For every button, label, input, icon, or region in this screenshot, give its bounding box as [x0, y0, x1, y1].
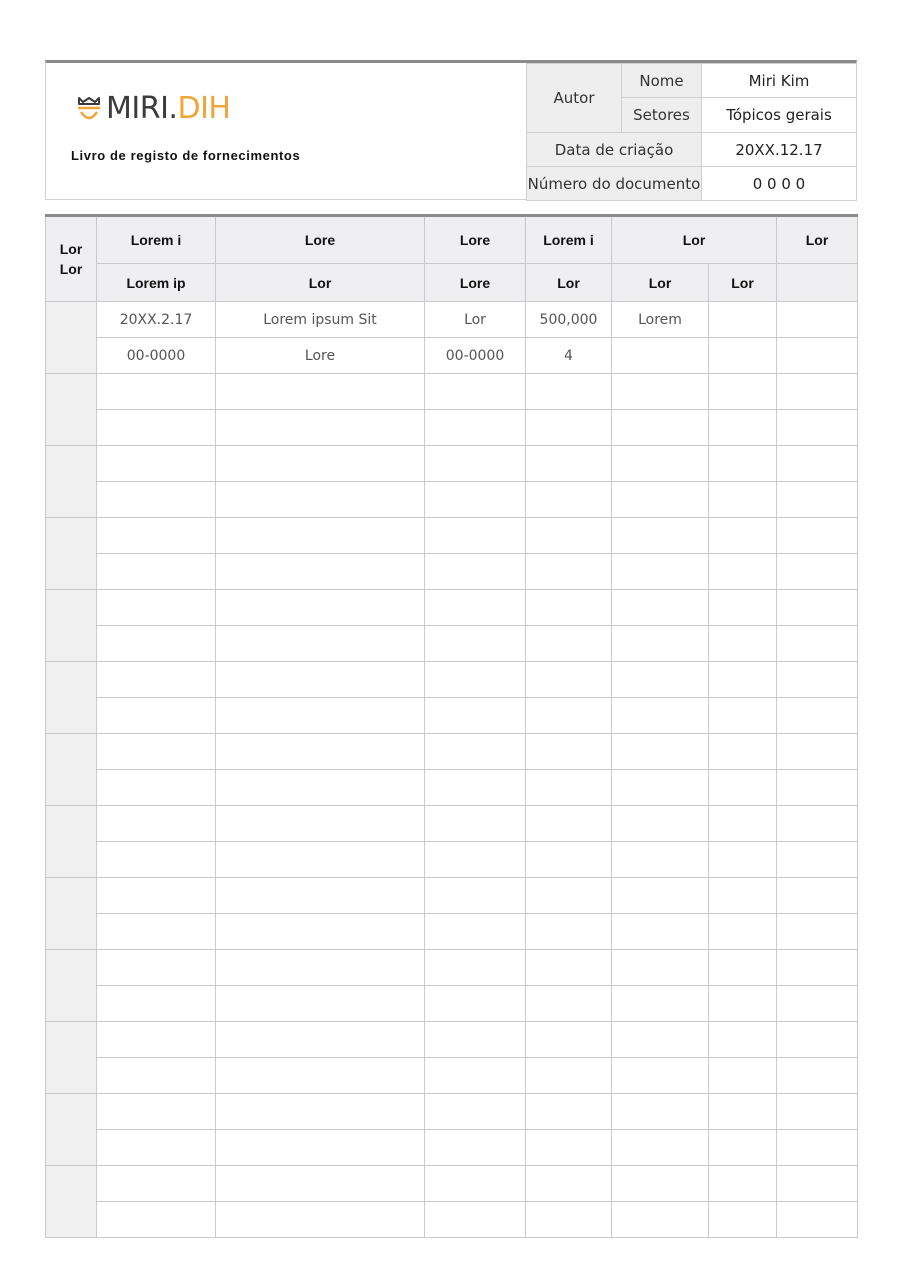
row-group-marker	[46, 734, 97, 806]
table-cell[interactable]	[97, 950, 216, 986]
table-cell[interactable]	[526, 554, 612, 590]
header-first-line2: Lor	[59, 261, 83, 277]
table-cell[interactable]	[216, 374, 425, 410]
table-cell[interactable]	[216, 1202, 425, 1238]
table-cell[interactable]	[526, 842, 612, 878]
table-cell[interactable]	[526, 662, 612, 698]
nome-value: Miri Kim	[702, 64, 857, 98]
table-cell[interactable]	[612, 518, 709, 554]
table-row	[46, 1202, 858, 1238]
table-cell[interactable]: Lor	[425, 302, 526, 338]
table-cell[interactable]	[97, 878, 216, 914]
table-cell[interactable]	[709, 878, 777, 914]
subheader-cell: Lorem ip	[97, 264, 216, 302]
table-cell[interactable]	[709, 662, 777, 698]
table-row	[46, 770, 858, 806]
document-title: Livro de registo de fornecimentos	[71, 148, 301, 163]
row-group-marker	[46, 662, 97, 734]
table-row	[46, 806, 858, 842]
table-cell[interactable]	[425, 518, 526, 554]
table-cell[interactable]	[612, 1130, 709, 1166]
table-cell[interactable]	[526, 878, 612, 914]
table-cell[interactable]	[709, 446, 777, 482]
table-cell[interactable]	[425, 842, 526, 878]
table-row	[46, 878, 858, 914]
table-cell[interactable]	[709, 554, 777, 590]
table-cell[interactable]	[216, 734, 425, 770]
table-cell[interactable]	[216, 806, 425, 842]
table-cell[interactable]	[425, 878, 526, 914]
table-cell[interactable]	[777, 770, 858, 806]
table-cell[interactable]	[777, 878, 858, 914]
table-cell[interactable]	[612, 770, 709, 806]
table-cell[interactable]	[216, 1130, 425, 1166]
setores-value: Tópicos gerais	[702, 98, 857, 133]
table-cell[interactable]: Lorem ipsum Sit	[216, 302, 425, 338]
table-cell[interactable]	[612, 950, 709, 986]
table-cell[interactable]	[425, 770, 526, 806]
table-row	[46, 410, 858, 446]
table-cell[interactable]	[425, 554, 526, 590]
table-cell[interactable]	[425, 986, 526, 1022]
table-cell[interactable]	[97, 590, 216, 626]
table-cell[interactable]	[777, 482, 858, 518]
table-cell[interactable]	[777, 1094, 858, 1130]
table-cell[interactable]	[425, 626, 526, 662]
table-cell[interactable]	[526, 374, 612, 410]
table-cell[interactable]	[97, 1130, 216, 1166]
table-cell[interactable]	[526, 1022, 612, 1058]
table-cell[interactable]	[777, 302, 858, 338]
table-cell[interactable]	[97, 1094, 216, 1130]
table-cell[interactable]: 00-0000	[97, 338, 216, 374]
table-cell[interactable]	[97, 410, 216, 446]
table-cell[interactable]	[526, 590, 612, 626]
table-row	[46, 590, 858, 626]
table-cell[interactable]	[97, 518, 216, 554]
table-cell[interactable]	[425, 1130, 526, 1166]
subheader-cell	[777, 264, 858, 302]
table-cell[interactable]	[97, 1022, 216, 1058]
table-cell[interactable]	[216, 914, 425, 950]
table-cell[interactable]	[526, 1202, 612, 1238]
table-cell[interactable]	[97, 734, 216, 770]
table-cell[interactable]	[526, 914, 612, 950]
table-cell[interactable]	[97, 914, 216, 950]
table-cell[interactable]	[709, 950, 777, 986]
table-cell[interactable]	[709, 842, 777, 878]
table-cell[interactable]	[612, 1094, 709, 1130]
table-cell[interactable]	[777, 1058, 858, 1094]
table-cell[interactable]	[526, 1166, 612, 1202]
table-cell[interactable]	[216, 698, 425, 734]
table-cell[interactable]	[612, 410, 709, 446]
row-group-marker	[46, 518, 97, 590]
table-cell[interactable]	[97, 626, 216, 662]
table-cell[interactable]	[526, 518, 612, 554]
table-cell[interactable]	[612, 554, 709, 590]
table-cell[interactable]	[97, 446, 216, 482]
subheader-cell: Lor	[526, 264, 612, 302]
table-cell[interactable]	[612, 914, 709, 950]
table-cell[interactable]	[526, 1094, 612, 1130]
table-cell[interactable]	[526, 482, 612, 518]
data-criacao-value: 20XX.12.17	[702, 133, 857, 167]
table-cell[interactable]	[612, 842, 709, 878]
row-group-marker	[46, 950, 97, 1022]
table-cell[interactable]	[709, 1022, 777, 1058]
table-cell[interactable]	[216, 842, 425, 878]
table-row	[46, 698, 858, 734]
table-cell[interactable]	[216, 986, 425, 1022]
table-cell[interactable]	[709, 302, 777, 338]
table-cell[interactable]	[425, 1166, 526, 1202]
table-cell[interactable]	[612, 806, 709, 842]
table-cell[interactable]	[612, 482, 709, 518]
table-cell[interactable]	[216, 1058, 425, 1094]
table-row	[46, 518, 858, 554]
table-cell[interactable]: Lore	[216, 338, 425, 374]
table-cell[interactable]	[425, 446, 526, 482]
table-cell[interactable]	[709, 770, 777, 806]
table-cell[interactable]	[612, 878, 709, 914]
header-cell: Lor	[612, 216, 777, 264]
table-cell[interactable]	[526, 950, 612, 986]
table-cell[interactable]: 20XX.2.17	[97, 302, 216, 338]
table-cell[interactable]	[612, 1058, 709, 1094]
numero-documento-label: Número do documento	[527, 167, 702, 201]
table-cell[interactable]	[425, 374, 526, 410]
logo-text	[106, 91, 230, 127]
table-cell[interactable]	[216, 950, 425, 986]
table-cell[interactable]	[425, 482, 526, 518]
table-cell[interactable]	[216, 1094, 425, 1130]
table-cell[interactable]	[777, 986, 858, 1022]
table-row	[46, 1058, 858, 1094]
table-cell[interactable]	[526, 1130, 612, 1166]
table-row	[46, 446, 858, 482]
table-cell[interactable]	[425, 1094, 526, 1130]
table-cell[interactable]	[777, 842, 858, 878]
table-cell[interactable]	[709, 1058, 777, 1094]
header-cell: Lorem i	[526, 216, 612, 264]
table-row	[46, 1022, 858, 1058]
table-row	[46, 1130, 858, 1166]
table-cell[interactable]	[709, 734, 777, 770]
table-cell[interactable]	[612, 698, 709, 734]
table-row	[46, 482, 858, 518]
table-cell[interactable]	[612, 338, 709, 374]
table-cell[interactable]	[777, 1130, 858, 1166]
table-cell[interactable]	[425, 662, 526, 698]
table-cell[interactable]	[612, 446, 709, 482]
table-cell[interactable]	[97, 374, 216, 410]
table-cell[interactable]	[777, 554, 858, 590]
table-cell[interactable]	[216, 1166, 425, 1202]
table-cell[interactable]	[97, 482, 216, 518]
header-first-column	[46, 216, 97, 302]
table-cell[interactable]	[97, 1058, 216, 1094]
table-cell[interactable]: 00-0000	[425, 338, 526, 374]
table-cell[interactable]	[97, 554, 216, 590]
table-cell[interactable]	[612, 662, 709, 698]
table-cell[interactable]	[612, 590, 709, 626]
table-cell[interactable]	[612, 1166, 709, 1202]
logo-text-orange: DIH	[177, 91, 231, 126]
table-cell[interactable]	[709, 338, 777, 374]
table-row	[46, 338, 858, 374]
document-header	[45, 60, 857, 200]
supply-log-table	[45, 214, 858, 1238]
table-cell[interactable]	[526, 446, 612, 482]
table-cell[interactable]	[709, 986, 777, 1022]
logo	[76, 91, 230, 127]
table-cell[interactable]	[612, 986, 709, 1022]
table-cell[interactable]	[216, 518, 425, 554]
header-cell: Lor	[777, 216, 858, 264]
row-group-marker	[46, 1022, 97, 1094]
table-cell[interactable]	[526, 986, 612, 1022]
row-group-marker	[46, 806, 97, 878]
table-cell[interactable]	[216, 590, 425, 626]
table-cell[interactable]	[97, 986, 216, 1022]
table-cell[interactable]	[425, 1202, 526, 1238]
table-cell[interactable]	[216, 554, 425, 590]
row-group-marker	[46, 446, 97, 518]
subheader-cell: Lore	[425, 264, 526, 302]
table-cell[interactable]	[777, 1022, 858, 1058]
table-cell[interactable]	[526, 626, 612, 662]
numero-documento-value: 0 0 0 0	[702, 167, 857, 201]
row-group-marker	[46, 590, 97, 662]
table-cell[interactable]	[425, 698, 526, 734]
table-cell[interactable]	[709, 698, 777, 734]
table-cell[interactable]	[612, 374, 709, 410]
table-cell[interactable]: Lorem	[612, 302, 709, 338]
table-row	[46, 662, 858, 698]
table-cell[interactable]	[97, 662, 216, 698]
subheader-cell: Lor	[612, 264, 709, 302]
table-cell[interactable]	[777, 914, 858, 950]
table-cell[interactable]	[97, 842, 216, 878]
table-cell[interactable]	[709, 518, 777, 554]
table-cell[interactable]: 500,000	[526, 302, 612, 338]
header-cell: Lorem i	[97, 216, 216, 264]
table-cell[interactable]	[777, 734, 858, 770]
table-cell[interactable]	[777, 950, 858, 986]
brand-block	[46, 63, 526, 200]
table-cell[interactable]	[612, 1022, 709, 1058]
table-cell[interactable]	[709, 1166, 777, 1202]
table-cell[interactable]	[612, 626, 709, 662]
table-cell[interactable]	[216, 482, 425, 518]
row-group-marker	[46, 878, 97, 950]
table-cell[interactable]: 4	[526, 338, 612, 374]
row-group-marker	[46, 1094, 97, 1166]
table-cell[interactable]	[526, 698, 612, 734]
setores-label: Setores	[622, 98, 702, 133]
table-cell[interactable]	[777, 590, 858, 626]
meta-table	[526, 63, 857, 201]
table-cell[interactable]	[777, 1166, 858, 1202]
table-cell[interactable]	[425, 734, 526, 770]
table-cell[interactable]	[709, 1202, 777, 1238]
logo-text-dark: MIRI.	[106, 91, 178, 126]
table-cell[interactable]	[777, 806, 858, 842]
table-cell[interactable]	[777, 1202, 858, 1238]
table-row	[46, 1166, 858, 1202]
table-cell[interactable]	[425, 950, 526, 986]
table-cell[interactable]	[526, 806, 612, 842]
table-cell[interactable]	[777, 338, 858, 374]
subheader-cell: Lor	[216, 264, 425, 302]
table-cell[interactable]	[425, 914, 526, 950]
table-cell[interactable]	[526, 734, 612, 770]
table-cell[interactable]	[216, 878, 425, 914]
table-row	[46, 950, 858, 986]
header-cell: Lore	[425, 216, 526, 264]
table-cell[interactable]	[216, 410, 425, 446]
table-cell[interactable]	[709, 410, 777, 446]
table-cell[interactable]	[425, 1058, 526, 1094]
table-cell[interactable]	[425, 590, 526, 626]
autor-label: Autor	[527, 64, 622, 133]
table-cell[interactable]	[709, 914, 777, 950]
table-cell[interactable]	[216, 446, 425, 482]
table-row	[46, 554, 858, 590]
table-cell[interactable]	[97, 1166, 216, 1202]
table-cell[interactable]	[777, 518, 858, 554]
table-cell[interactable]	[216, 770, 425, 806]
table-cell[interactable]	[709, 1130, 777, 1166]
row-group-marker	[46, 302, 97, 374]
table-cell[interactable]	[216, 1022, 425, 1058]
table-cell[interactable]	[526, 770, 612, 806]
table-cell[interactable]	[526, 1058, 612, 1094]
table-cell[interactable]	[216, 626, 425, 662]
table-cell[interactable]	[425, 410, 526, 446]
table-cell[interactable]	[709, 590, 777, 626]
table-cell[interactable]	[709, 806, 777, 842]
table-cell[interactable]	[709, 374, 777, 410]
table-cell[interactable]	[97, 770, 216, 806]
table-cell[interactable]	[425, 1022, 526, 1058]
table-cell[interactable]	[612, 1202, 709, 1238]
table-cell[interactable]	[777, 698, 858, 734]
table-cell[interactable]	[612, 734, 709, 770]
table-cell[interactable]	[777, 446, 858, 482]
table-cell[interactable]	[709, 1094, 777, 1130]
table-row	[46, 374, 858, 410]
table-cell[interactable]	[709, 482, 777, 518]
data-criacao-label: Data de criação	[527, 133, 702, 167]
table-cell[interactable]	[97, 1202, 216, 1238]
table-row	[46, 914, 858, 950]
table-row	[46, 302, 858, 338]
table-cell[interactable]	[777, 626, 858, 662]
header-cell: Lore	[216, 216, 425, 264]
table-cell[interactable]	[777, 410, 858, 446]
row-group-marker	[46, 1166, 97, 1238]
table-cell[interactable]	[709, 626, 777, 662]
table-cell[interactable]	[425, 806, 526, 842]
table-row	[46, 734, 858, 770]
table-row	[46, 626, 858, 662]
table-cell[interactable]	[526, 410, 612, 446]
header-first-line1: Lor	[59, 241, 83, 257]
logo-mark-icon	[76, 94, 102, 124]
table-cell[interactable]	[97, 698, 216, 734]
nome-label: Nome	[622, 64, 702, 98]
table-row	[46, 842, 858, 878]
table-cell[interactable]	[97, 806, 216, 842]
table-cell[interactable]	[777, 662, 858, 698]
table-row	[46, 986, 858, 1022]
subheader-cell: Lor	[709, 264, 777, 302]
table-cell[interactable]	[216, 662, 425, 698]
table-cell[interactable]	[777, 374, 858, 410]
table-body	[46, 302, 858, 1238]
row-group-marker	[46, 374, 97, 446]
table-row	[46, 1094, 858, 1130]
